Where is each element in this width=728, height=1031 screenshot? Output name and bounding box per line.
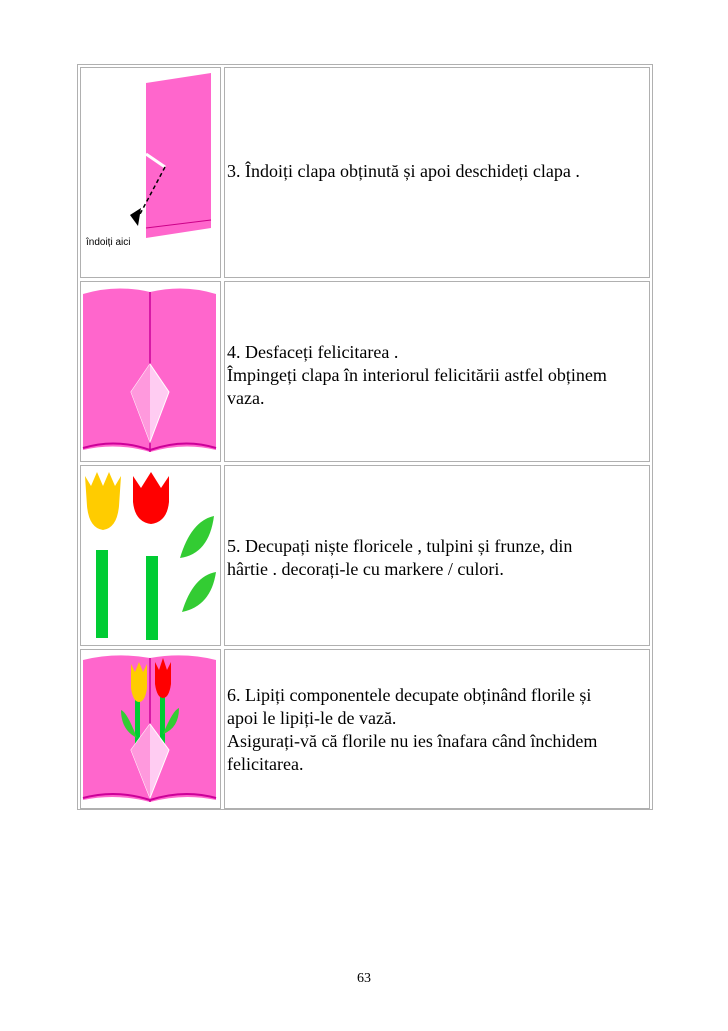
arrow-head-icon (130, 208, 141, 226)
instructions-table (77, 64, 653, 810)
card-right-page (150, 288, 216, 452)
text-line: hârtie . decorați-le cu markere / culori. (227, 559, 504, 579)
text-line: 5. Decupați niște floricele , tulpini și frunze, din (227, 536, 573, 556)
fold-here-label: îndoiți aici (86, 237, 131, 248)
fold-flap-illustration (81, 68, 220, 277)
text-cell (224, 281, 650, 462)
text-cell (224, 465, 650, 646)
card-left-page (83, 288, 150, 452)
text-line: Împingeți clapa în interiorul felicitării astfel obținem (227, 365, 607, 385)
text-line: apoi le lipiți-le de vază. (227, 708, 397, 728)
step-text (227, 684, 645, 776)
text-line: 3. Îndoiți clapa obținută și apoi deschideți clapa . (227, 161, 580, 181)
card-with-flowers-illustration (81, 650, 220, 808)
stem (146, 556, 158, 640)
table-row (78, 465, 652, 646)
stem (135, 700, 140, 744)
step-text (227, 160, 645, 183)
image-cell (80, 465, 221, 646)
text-cell (224, 67, 650, 278)
yellow-tulip (85, 472, 121, 530)
text-line: vaza. (227, 388, 265, 408)
step-text (227, 341, 645, 410)
card-shape (146, 73, 211, 238)
image-cell (80, 67, 221, 278)
open-card-vase-illustration (81, 282, 220, 461)
stem (160, 696, 165, 744)
text-line: Asigurați-vă că florile nu ies înafara când închidem (227, 731, 598, 751)
red-tulip (133, 472, 169, 524)
image-cell (80, 649, 221, 809)
image-cell (80, 281, 221, 462)
text-line: felicitarea. (227, 754, 304, 774)
leaf (180, 516, 214, 558)
leaf (182, 572, 216, 612)
stem (96, 550, 108, 638)
text-line: 4. Desfaceți felicitarea . (227, 342, 399, 362)
text-cell (224, 649, 650, 809)
table-row (78, 649, 652, 809)
step-text (227, 535, 645, 581)
table-row (78, 67, 652, 278)
page-number: 63 (357, 971, 371, 986)
table-row (78, 281, 652, 462)
text-line: 6. Lipiți componentele decupate obținând florile și (227, 685, 592, 705)
tulips-stems-leaves-illustration (81, 466, 220, 645)
